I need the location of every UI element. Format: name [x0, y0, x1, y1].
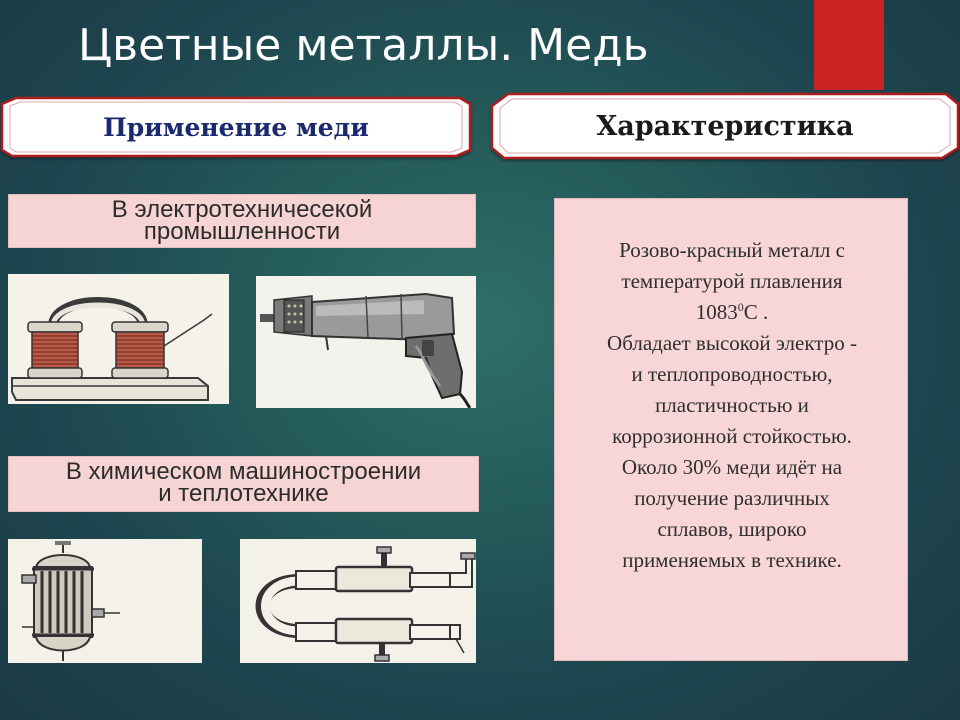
caption-line: и теплотехнике [158, 480, 329, 507]
characteristic-line: и теплопроводностью, [631, 362, 833, 386]
caption-line: В электротехничесекой [111, 196, 373, 223]
red-accent-bar [814, 0, 884, 90]
u-pipe-heat-exchanger-icon [240, 539, 476, 663]
characteristic-line: температурой плавления [621, 269, 843, 293]
characteristic-text [565, 235, 899, 576]
drill-image [256, 276, 476, 408]
characteristic-box [554, 198, 908, 661]
slide-title: Цветные металлы. Медь [78, 20, 649, 71]
characteristic-line-temperature [565, 297, 899, 328]
u-pipe-image [240, 539, 476, 663]
characteristic-header-label: Характеристика [596, 110, 854, 142]
electromagnet-coils-icon [8, 274, 229, 404]
degree-superscript: 0 [737, 300, 744, 314]
heat-exchanger-icon [8, 539, 202, 663]
caption-electrotechnical [8, 194, 476, 248]
characteristic-line: Обладает высокой электро - [607, 331, 857, 355]
characteristic-line: сплавов, широко [657, 517, 807, 541]
application-header [0, 96, 472, 158]
caption-line: В химическом машиностроении [65, 458, 422, 485]
melting-point-unit: С . [743, 300, 769, 324]
electric-drill-icon [256, 276, 476, 408]
application-header-label: Применение меди [103, 112, 369, 142]
electromagnet-image [8, 274, 229, 404]
characteristic-line: применяемых в технике. [622, 548, 842, 572]
heat-exchanger-image [8, 539, 202, 663]
caption-line: промышленности [143, 218, 341, 245]
characteristic-line: получение различных [634, 486, 830, 510]
characteristic-header [490, 92, 960, 160]
characteristic-line: Розово-красный металл с [619, 238, 845, 262]
melting-point-value: 1083 [695, 300, 738, 324]
characteristic-line: пластичностью и [655, 393, 809, 417]
characteristic-line: коррозионной стойкостью. [612, 424, 852, 448]
caption-chemical-engineering [8, 456, 479, 512]
characteristic-line: Около 30% меди идёт на [621, 455, 843, 479]
